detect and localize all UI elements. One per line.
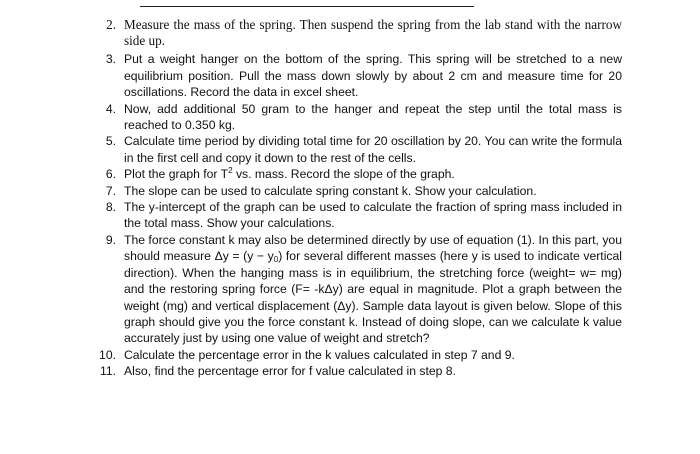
- step-number: 11.: [99, 364, 116, 379]
- step-text: Also, find the percentage error for f value calculated in step 8.: [124, 364, 456, 379]
- list-item-step-3: [0, 51, 622, 100]
- procedure-step-list: [0, 17, 622, 380]
- step-text: Put a weight hanger on the bottom of the spring. This spring will be stretched to a new equilibrium position. Pull the mass down slowly by about 2 cm and measure time for 20 oscillations. Record the data in excel sheet.: [124, 52, 622, 100]
- superscript-exponent: 2: [228, 166, 233, 176]
- step-number: 10.: [99, 347, 116, 362]
- step-text: The y-intercept of the graph can be used to calculate the fraction of spring mass included in the total mass. Show your calculations.: [124, 200, 622, 231]
- step-number: 5.: [105, 134, 116, 149]
- step-number: 4.: [105, 101, 116, 116]
- step-number: 8.: [105, 200, 116, 215]
- list-item-step-5: [0, 133, 622, 166]
- list-item-step-11: [0, 363, 622, 379]
- top-divider-line: [140, 6, 474, 7]
- subscript-zero: 0: [273, 255, 279, 265]
- list-item-step-8: [0, 199, 622, 232]
- step-text-before: Plot the graph for T: [124, 167, 229, 182]
- step-text-after: ) for several different masses (here y is used to indicate vertical direction). When the hanging mass is in equilibrium, the stretching force (weight= w= mg) and the restoring spring force (F= -kΔy) are equal in magnitude. Plot a graph between the weight (mg) and vertical displacement (Δy). Sample data layout is given below. Slope of this graph should give you the force constant k. Instead of doing slope, can we calculate k value accurately just by using one value of weight and stretch?: [124, 249, 622, 346]
- step-number: 2.: [106, 17, 116, 32]
- step-text: Calculate the percentage error in the k values calculated in step 7 and 9.: [124, 347, 515, 362]
- step-text-after: vs. mass. Record the slope of the graph.: [232, 167, 455, 182]
- step-text-before: The force constant k may also be determined directly by use of equation (1). In this part, you should measure Δy = (y − y: [124, 232, 622, 264]
- list-item-step-10: [0, 347, 622, 363]
- list-item-step-4: [0, 101, 622, 134]
- step-text: Now, add additional 50 gram to the hanger and repeat the step until the total mass is reached to 0.350 kg.: [124, 101, 622, 133]
- step-text: Calculate time period by dividing total time for 20 oscillation by 20. You can write the formula in the first cell and copy it down to the rest of the cells.: [124, 134, 622, 165]
- step-number: 3.: [105, 52, 116, 67]
- list-item-step-2: [0, 17, 622, 49]
- step-text: The slope can be used to calculate spring constant k. Show your calculation.: [124, 183, 537, 198]
- list-item-step-9: [0, 232, 622, 347]
- list-item-step-7: [0, 183, 622, 199]
- step-number: 9.: [105, 232, 116, 247]
- list-item-step-6: [0, 166, 622, 182]
- step-number: 7.: [105, 183, 116, 198]
- step-text: Measure the mass of the spring. Then suspend the spring from the lab stand with the narrow side up.: [124, 17, 622, 49]
- step-number: 6.: [105, 167, 116, 182]
